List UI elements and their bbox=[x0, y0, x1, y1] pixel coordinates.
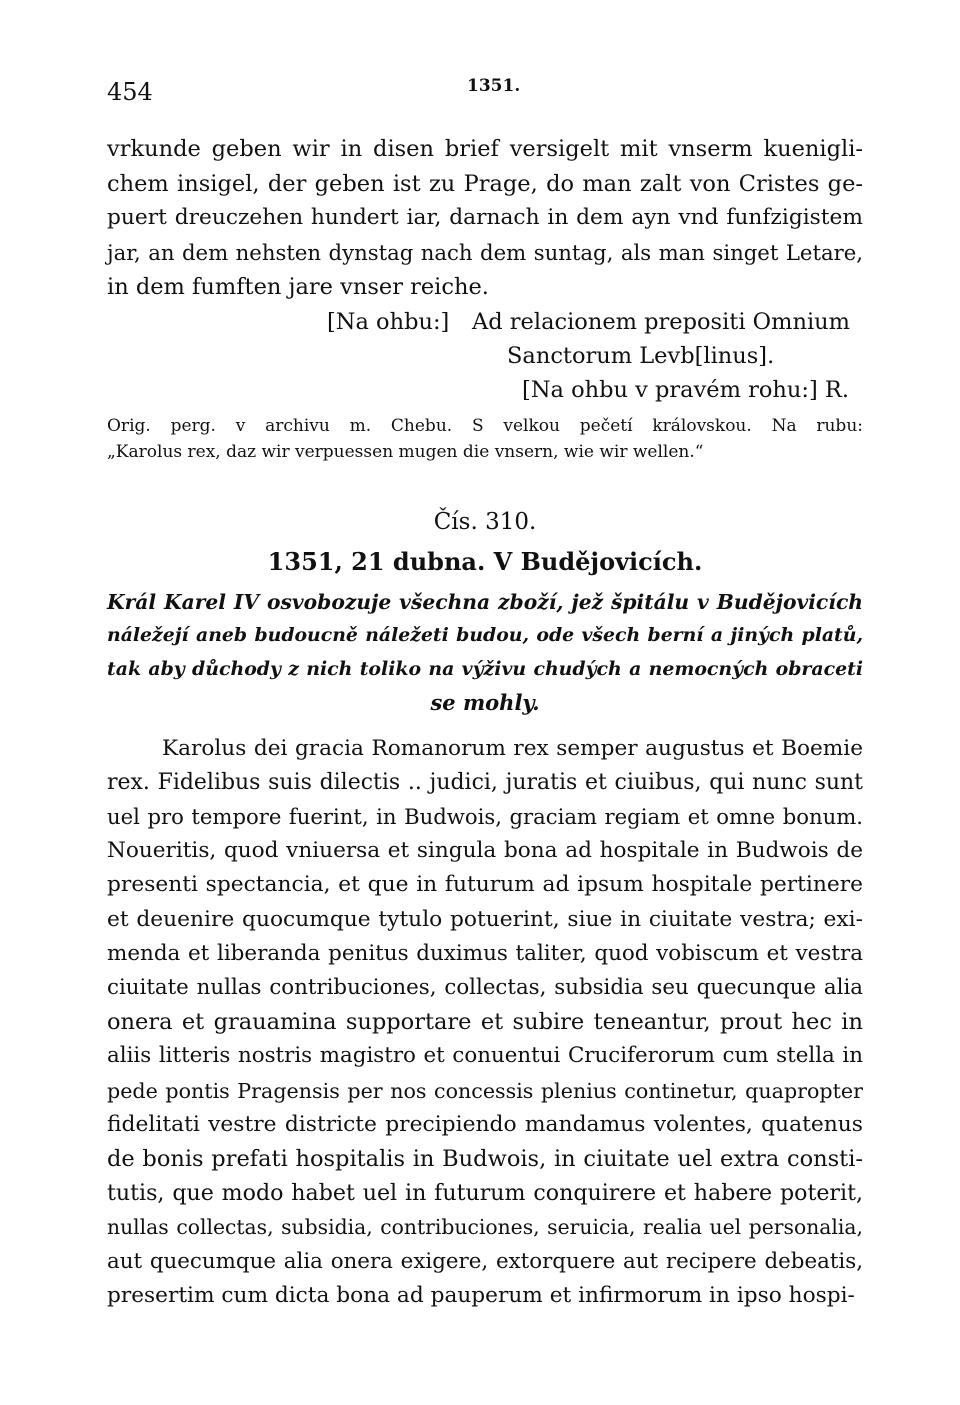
text-line: fidelitati vestre districte precipiendo mandamus volentes, quatenus bbox=[107, 1111, 863, 1137]
text-line: Noueritis, quod vniuersa et singula bona ad hospitale in Budwois de bbox=[107, 838, 863, 864]
document-text bbox=[107, 732, 863, 1313]
regest-line: se mohly. bbox=[430, 690, 540, 715]
text-line: Karolus dei gracia Romanorum rex semper augustus et Boemie bbox=[162, 735, 863, 761]
running-year: 1351. bbox=[467, 76, 521, 96]
fold-corner-annotation: [Na ohbu v pravém rohu:] R. bbox=[522, 376, 849, 403]
text-line: aut quecumque alia onera exigere, extorquere aut recipere debeatis, bbox=[107, 1248, 863, 1274]
text-line: jar, an dem nehsten dynstag nach dem suntag, als man singet Letare, bbox=[107, 239, 863, 265]
fold-annotation-label: [Na ohbu:] bbox=[327, 308, 450, 335]
regest-summary bbox=[107, 586, 863, 720]
text-line: onera et grauamina supportare et subire teneantur, prout hec in bbox=[107, 1009, 863, 1036]
text-line: rex. Fidelibus suis dilectis .. judici, juratis et ciuibus, qui nunc sunt bbox=[107, 769, 863, 795]
source-note bbox=[107, 413, 863, 465]
text-line: uel pro tempore fuerint, in Budwois, graciam regiam et omne bonum. bbox=[107, 803, 863, 829]
text-line: de bonis prefati hospitalis in Budwois, in ciuitate uel extra consti- bbox=[107, 1145, 863, 1172]
text-line: tutis, que modo habet uel in futurum conquirere et habere poterit, bbox=[107, 1180, 863, 1207]
source-note-line: „Karolus rex, daz wir verpuessen mugen die vnsern, wie wir wellen.“ bbox=[107, 441, 704, 462]
text-line: presenti spectancia, et que in futurum ad ipsum hospitale pertinere bbox=[107, 872, 863, 898]
running-header bbox=[107, 70, 863, 114]
fold-annotation bbox=[327, 305, 863, 339]
text-line: nullas collectas, subsidia, contribuciones, seruicia, realia uel personalia, bbox=[107, 1215, 863, 1240]
text-line: vrkunde geben wir in disen brief versigelt mit vnserm kuenigli- bbox=[107, 136, 863, 162]
text-line: ciuitate nullas contribuciones, collectas, subsidia seu quecunque alia bbox=[107, 974, 863, 1000]
book-page bbox=[107, 70, 863, 1313]
text-line: menda et liberanda penitus duximus taliter, quod vobiscum et vestra bbox=[107, 940, 863, 966]
page-number: 454 bbox=[107, 78, 153, 106]
regest-line: náležejí aneb budoucně náležeti budou, ode všech berní a jiných platů, bbox=[107, 624, 863, 646]
text-line: aliis litteris nostris magistro et conuentui Cruciferorum cum stella in bbox=[107, 1043, 863, 1069]
text-line: et deuenire quocumque tytulo potuerint, siue in ciuitate vestra; exi- bbox=[107, 906, 863, 932]
text-line: presertim cum dicta bona ad pauperum et infirmorum in ipso hospi- bbox=[107, 1282, 855, 1308]
regest-line: Král Karel IV osvobozuje všechna zboží, jež špitálu v Budějovicích bbox=[107, 589, 863, 614]
fold-annotation-continued: Sanctorum Levb[linus]. bbox=[507, 342, 775, 369]
document-date-place: 1351, 21 dubna. V Budějovicích. bbox=[267, 546, 703, 576]
fold-annotation-text: Ad relacionem prepositi Omnium bbox=[472, 308, 850, 335]
source-note-line: Orig. perg. v archivu m. Chebu. S velkou pečetí královskou. Na rubu: bbox=[107, 415, 863, 436]
text-line: pede pontis Pragensis per nos concessis plenius continetur, quapropter bbox=[107, 1078, 863, 1103]
previous-document-ending bbox=[107, 132, 863, 305]
text-line: in dem fumften jare vnser reiche. bbox=[107, 274, 489, 300]
document-number: Čís. 310. bbox=[433, 508, 537, 535]
text-line: chem insigel, der geben ist zu Prage, do man zalt von Cristes ge- bbox=[107, 170, 863, 197]
text-line: puert dreuczehen hundert iar, darnach in dem ayn vnd funfzigistem bbox=[107, 205, 863, 230]
regest-line: tak aby důchody z nich toliko na výživu chudých a nemocných obraceti bbox=[107, 657, 863, 680]
